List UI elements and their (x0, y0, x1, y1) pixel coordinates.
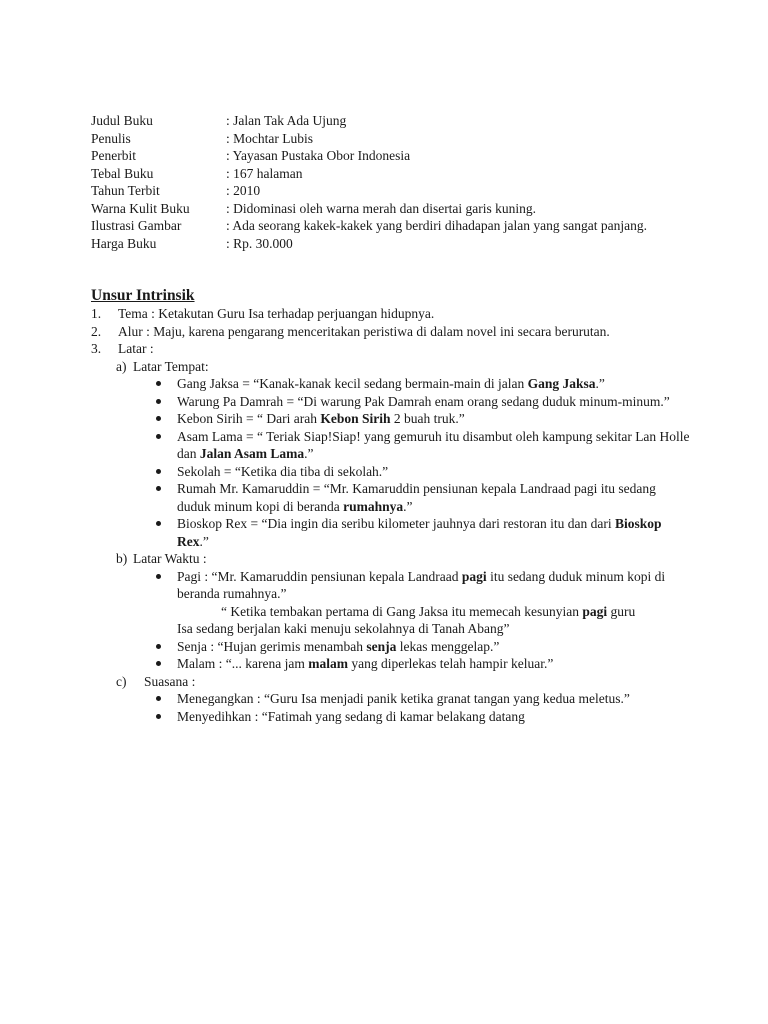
info-row-tebal (91, 165, 691, 183)
bullet-list (155, 568, 691, 673)
bold-text: senja (366, 638, 397, 654)
sub-heading (116, 358, 691, 376)
text: Malam : “... karena jam (177, 656, 309, 671)
list-item (155, 515, 691, 550)
list-item (155, 480, 691, 515)
text: .” (199, 533, 209, 549)
list-item (155, 375, 691, 393)
bold-text: pagi (461, 568, 487, 584)
sub-letter: a) (116, 358, 127, 374)
info-label: Judul Buku (91, 113, 153, 128)
item-number: 3. (91, 341, 102, 356)
info-label: Penerbit (91, 148, 136, 163)
bold-text: rumahnya (343, 498, 404, 514)
info-row-ilustrasi (91, 217, 691, 235)
list-item (155, 568, 691, 638)
item-number: 2. (91, 323, 102, 339)
bold-text: malam (308, 656, 348, 671)
item-text: Tema : Ketakutan Guru Isa terhadap perjuangan hidupnya. (118, 306, 435, 321)
continuation-line: Isa sedang berjalan kaki menuju sekolahnya di Tanah Abang” (177, 621, 510, 636)
list-item (155, 655, 691, 673)
list-item (155, 463, 691, 481)
text: Kebon Sirih = “ Dari arah (177, 411, 321, 426)
info-row-harga (91, 235, 691, 253)
text: lekas menggelap.” (396, 638, 500, 654)
text: Rumah Mr. Kamaruddin = “Mr. Kamaruddin pensiunan kepala Landraad pagi itu sedang duduk minum kopi di beranda (177, 481, 656, 514)
info-value: : Didominasi oleh warna merah dan disertai garis kuning. (226, 200, 537, 216)
sub-heading (116, 673, 691, 691)
bold-text: Bioskop Rex (177, 516, 662, 549)
book-info-table (91, 112, 691, 252)
text: Gang Jaksa = “Kanak-kanak kecil sedang bermain-main di jalan (177, 376, 528, 391)
text: .” (403, 498, 413, 514)
bold-text: Jalan Asam Lama (199, 446, 305, 461)
list-item (155, 393, 691, 411)
item-text: Alur : Maju, karena pengarang menceritakan peristiwa di dalam novel ini secara berurutan. (118, 323, 610, 339)
info-value: : Ada seorang kakek-kakek yang berdiri dihadapan jalan yang sangat panjang. (226, 218, 647, 233)
sub-heading (116, 550, 691, 568)
info-row-tahun (91, 182, 691, 200)
list-item-latar (91, 340, 691, 358)
list-item (155, 428, 691, 463)
list-item-tema (91, 305, 691, 323)
info-label: Tebal Buku (91, 165, 154, 181)
suasana-section (116, 673, 691, 726)
list-item (155, 638, 691, 656)
bold-text: Gang Jaksa (527, 376, 596, 391)
info-label: Penulis (91, 130, 131, 146)
latar-tempat-section (116, 358, 691, 551)
text: guru (607, 603, 636, 619)
latar-waktu-section (116, 550, 691, 673)
item-number: 1. (91, 306, 102, 321)
text: Sekolah = “Ketika dia tiba di sekolah.” (177, 463, 389, 479)
list-item: Menyedihkan : “Fatimah yang sedang di kamar belakang datang (155, 708, 691, 726)
info-label: Ilustrasi Gambar (91, 218, 182, 233)
bold-text: Kebon Sirih (320, 411, 391, 426)
info-value: : 2010 (226, 183, 261, 198)
sub-letter: c) (116, 673, 127, 689)
info-row-warna (91, 200, 691, 218)
sub-letter: b) (116, 551, 128, 566)
info-value: : Mochtar Lubis (226, 130, 313, 146)
text: “ Ketika tembakan pertama di Gang Jaksa itu memecah kesunyian (221, 603, 583, 619)
text: yang diperlekas telah hampir keluar.” (347, 656, 554, 671)
bold-text: pagi (582, 603, 608, 619)
continuation-line (177, 603, 691, 621)
info-row-penulis (91, 130, 691, 148)
text: Senja : “Hujan gerimis menambah (177, 638, 367, 654)
section-title: Unsur Intrinsik (91, 287, 195, 304)
info-row-penerbit (91, 147, 691, 165)
text: .” (304, 446, 314, 461)
bullet-list (155, 690, 691, 725)
text: 2 buah truk.” (390, 411, 465, 426)
info-label: Tahun Terbit (91, 183, 160, 198)
intrinsic-list (91, 305, 691, 725)
info-label: Warna Kulit Buku (91, 200, 190, 216)
text: .” (595, 376, 605, 391)
list-item: Menegangkan : “Guru Isa menjadi panik ketika granat tangan yang kedua meletus.” (155, 690, 691, 708)
info-value: : 167 halaman (226, 165, 303, 181)
list-item-alur (91, 323, 691, 341)
info-value: : Yayasan Pustaka Obor Indonesia (226, 148, 411, 163)
info-row-judul (91, 112, 691, 130)
text: Bioskop Rex = “Dia ingin dia seribu kilometer jauhnya dari restoran itu dan dari (177, 516, 616, 531)
text: Asam Lama = “ Teriak Siap!Siap! yang gemuruh itu disambut oleh kampung sekitar Lan Holle dan (177, 428, 690, 461)
item-text: Latar : (118, 341, 154, 356)
text: itu sedang duduk minum kopi di beranda rumahnya.” (177, 568, 666, 601)
sub-title: Suasana : (144, 673, 196, 689)
info-value: : Jalan Tak Ada Ujung (226, 113, 347, 128)
list-item (155, 410, 691, 428)
text: Warung Pa Damrah = “Di warung Pak Damrah enam orang sedang duduk minum-minum.” (177, 393, 670, 409)
sub-title: Latar Tempat: (133, 358, 209, 374)
bullet-list (155, 375, 691, 550)
text: Pagi : “Mr. Kamaruddin pensiunan kepala Landraad (177, 568, 462, 584)
info-label: Harga Buku (91, 235, 157, 251)
sub-title: Latar Waktu : (133, 551, 207, 566)
info-value: : Rp. 30.000 (226, 235, 293, 251)
